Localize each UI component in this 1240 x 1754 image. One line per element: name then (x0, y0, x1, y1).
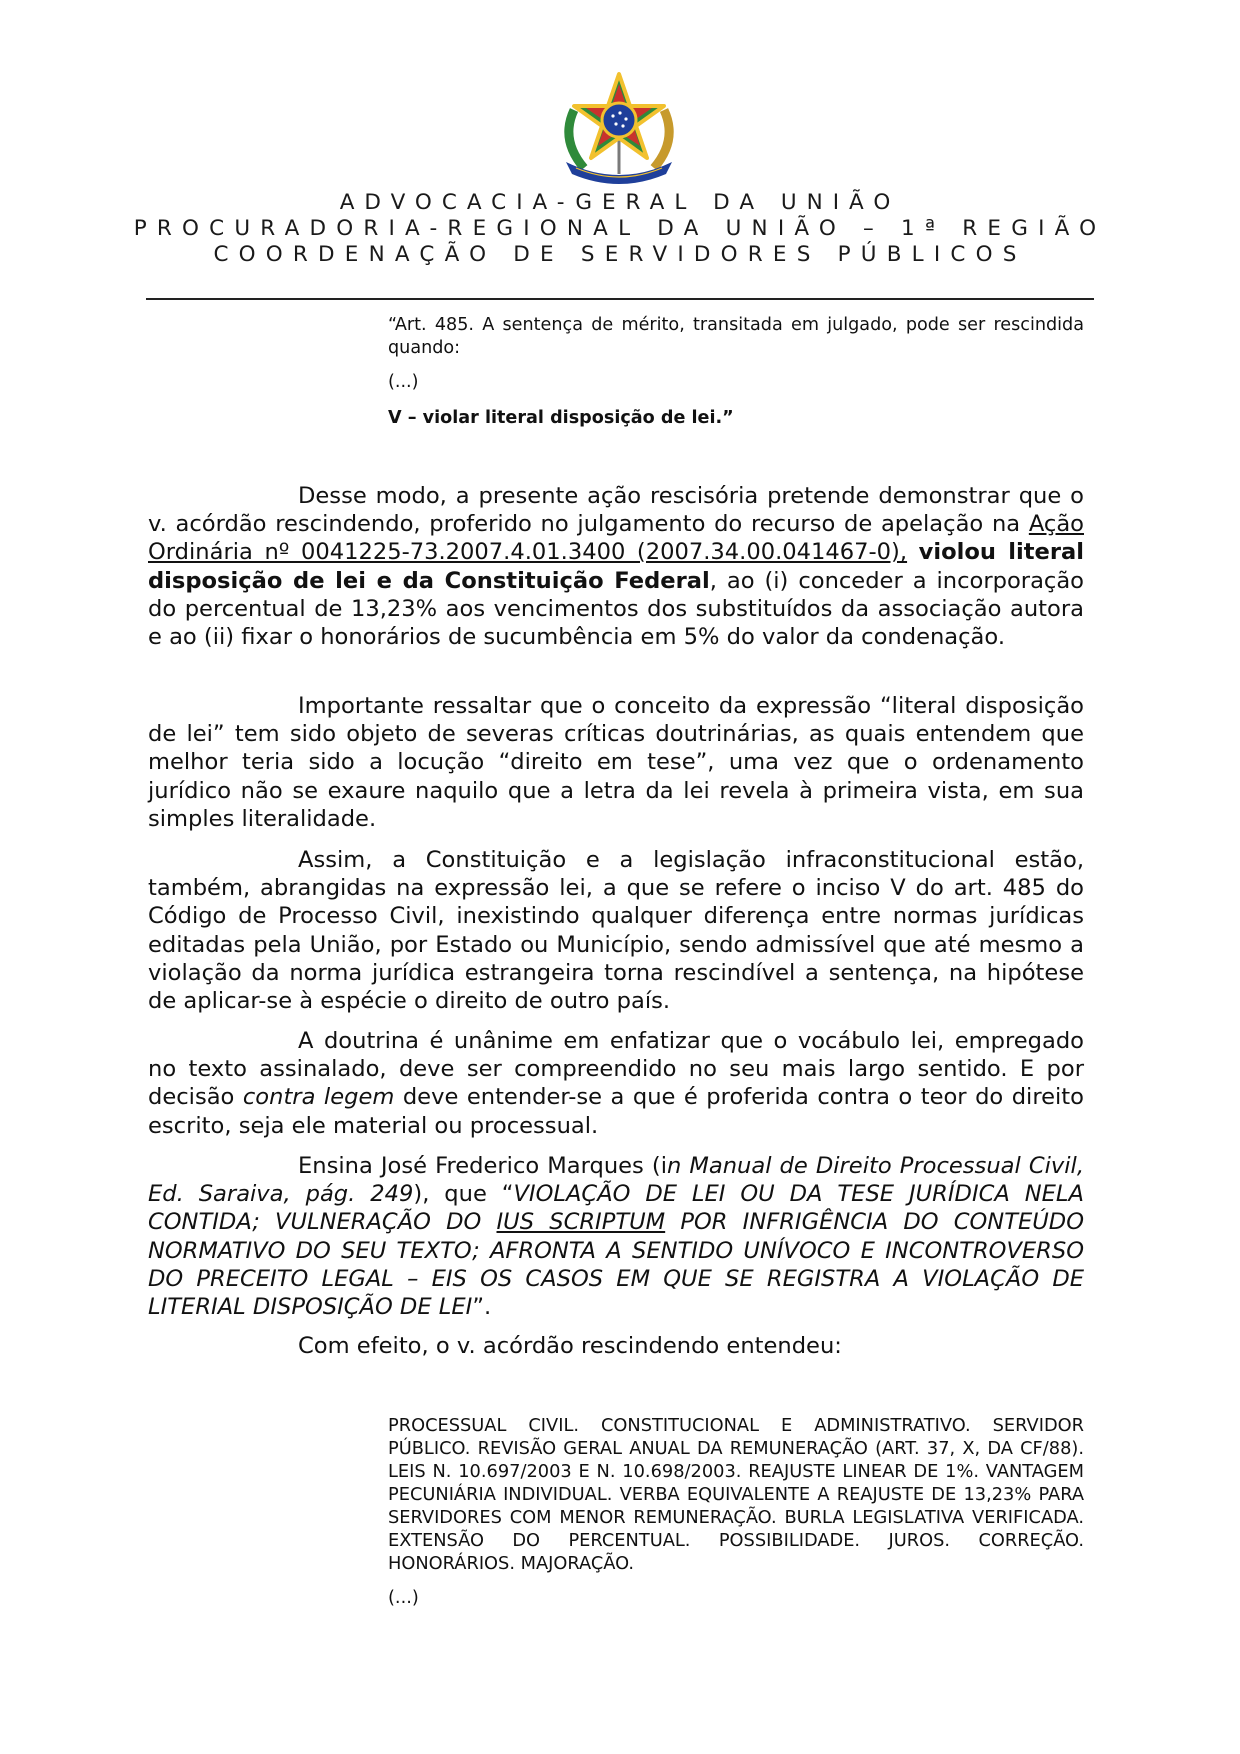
acao-ordinaria-reference: Ação Ordinária nº 0041225-73.2007.4.01.3400 (2007.34.00.041467-0), (148, 511, 1084, 566)
paragraph-2: Importante ressaltar que o conceito da expressão “literal disposição de lei” tem sido objeto de severas críticas doutrinárias, as quais entendem que melhor teria sido a locução “direito em tese”, uma vez que o ordenamento jurídico não se exaure naquilo que a letra da lei revela à primeira vista, em sua simples literalidade. (148, 693, 1084, 832)
brazil-coat-of-arms-icon (554, 70, 684, 186)
paragraph-1: Desse modo, a presente ação rescisória pretende demonstrar que o v. acórdão rescindendo, proferido no julgamento do recurso de apelação na Ação Ordinária nº 0041225-73.2007.4.01.3400 (2007.34.00.041467-0), violou literal disposição de lei e da Constituição Federal, ao (i) conceder a incorporação do percentual de 13,23% aos vencimentos dos substituídos da associação autora e ao (ii) fixar o honorários de sucumbência em 5% do valor da condenação. (148, 483, 1085, 651)
header-coordenacao: COORDENAÇÃO DE SERVIDORES PÚBLICOS (213, 242, 1027, 267)
header-divider (146, 298, 1094, 300)
quote-article: “Art. 485. A sentença de mérito, transitada em julgado, pode ser rescindida quando: (388, 315, 1084, 358)
ementa-ellipsis: (...) (388, 1587, 419, 1608)
paragraph-3: Assim, a Constituição e a legislação infraconstitucional estão, também, abrangidas na expressão lei, a que se refere o inciso V do art. 485 do Código de Processo Civil, inexistindo qualquer diferença entre normas jurídicas editadas pela União, por Estado ou Município, sendo admissível que até mesmo a violação da norma jurídica estrangeira torna rescindível a sentença, na hipótese de aplicar-se à espécie o direito de outro país. (148, 847, 1084, 1015)
header-procuradoria: PROCURADORIA-REGIONAL DA UNIÃO – 1ª REGIÃO (133, 216, 1107, 241)
paragraph-5: Ensina José Frederico Marques (in Manual de Direito Processual Civil, Ed. Saraiva, pág. 249), que “VIOLAÇÃO DE LEI OU DA TESE JURÍDICA NELA CONTIDA; VULNERAÇÃO DO IUS SCRIPTUM POR INFRIGÊNCIA DO CONTEÚDO NORMATIVO DO SEU TEXTO; AFRONTA A SENTIDO UNÍVOCO E INCONTROVERSO DO PRECEITO LEGAL – EIS OS CASOS EM QUE SE REGISTRA A VIOLAÇÃO DE LITERIAL DISPOSIÇÃO DE LEI”. (148, 1153, 1084, 1321)
quote-ellipsis: (...) (388, 372, 419, 392)
header-agency: ADVOCACIA-GERAL DA UNIÃO (339, 190, 901, 215)
ementa-block: PROCESSUAL CIVIL. CONSTITUCIONAL E ADMINISTRATIVO. SERVIDOR PÚBLICO. REVISÃO GERAL ANUAL DA REMUNERAÇÃO (ART. 37, X, DA CF/88). LEIS N. 10.697/2003 E N. 10.698/2003. REAJUSTE LINEAR DE 1%. VANTAGEM PECUNIÁRIA INDIVIDUAL. VERBA EQUIVALENTE A REAJUSTE DE 13,23% PARA SERVIDORES COM MENOR REMUNERAÇÃO. BURLA LEGISLATIVA VERIFICADA. EXTENSÃO DO PERCENTUAL. POSSIBILIDADE. JUROS. CORREÇÃO. HONORÁRIOS. MAJORAÇÃO. (388, 1415, 1084, 1574)
paragraph-6: Com efeito, o v. acórdão rescindendo entendeu: (298, 1333, 842, 1359)
quote-inciso: V – violar literal disposição de lei.” (388, 408, 734, 428)
paragraph-4: A doutrina é unânime em enfatizar que o vocábulo lei, empregado no texto assinalado, deve ser compreendido no seu mais largo sentido. E por decisão contra legem deve entender-se a que é proferida contra o teor do direito escrito, seja ele material ou processual. (148, 1028, 1084, 1139)
